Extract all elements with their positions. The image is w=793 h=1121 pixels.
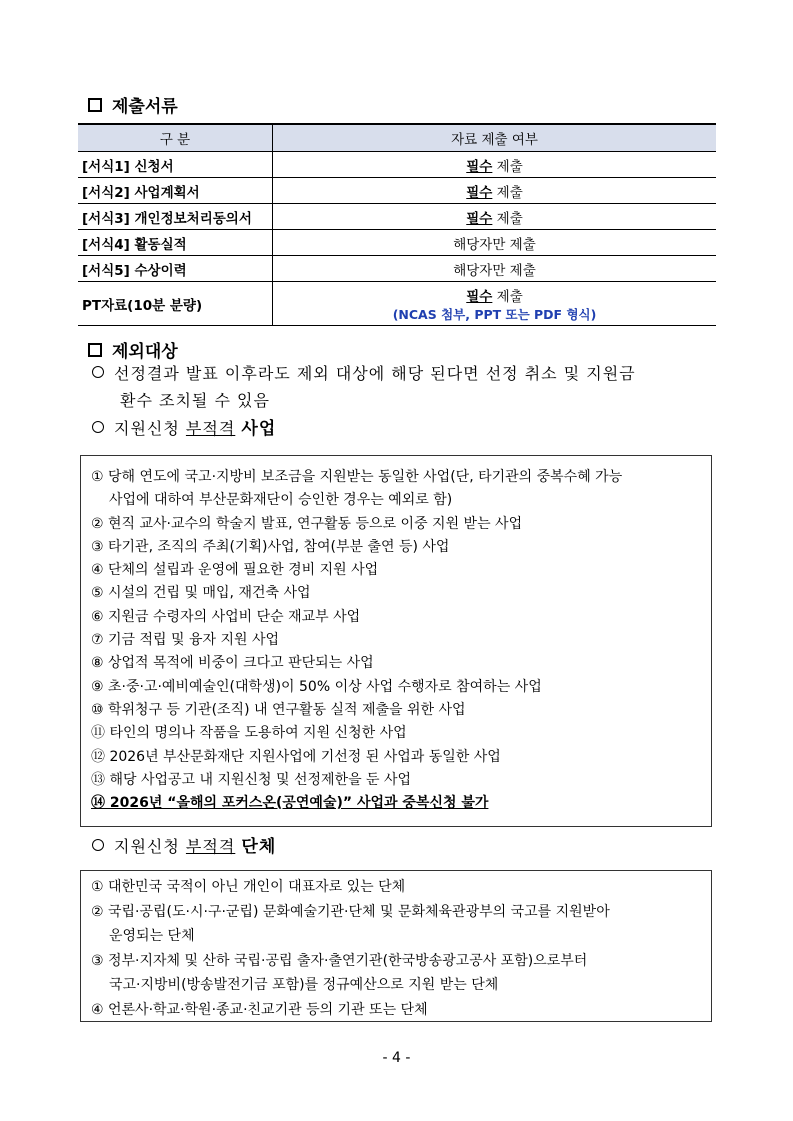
list-item: ⑦ 기금 적립 및 융자 지원 사업 [91, 632, 280, 649]
pt-format-note: (NCAS 첨부, PPT 또는 PDF 형식) [392, 306, 597, 322]
list-item: ⑨ 초·중·고·예비예술인(대학생)이 50% 이상 사업 수행자로 참여하는 사업 [91, 678, 542, 695]
list-item: ② 국립·공립(도·시·구·군립) 문화예술기관·단체 및 문화체육관광부의 국고를 지원받아 [91, 903, 610, 920]
list-item: ⑥ 지원금 수령자의 사업비 단순 재교부 사업 [91, 608, 361, 625]
table-header-status: 자료 제출 여부 [273, 124, 717, 152]
row-status [273, 204, 717, 230]
row-status [273, 152, 717, 178]
list-item: ⑭ 2026년 “올해의 포커스온(공연예술)” 사업과 중복신청 불가 [91, 795, 489, 812]
status-text: 제출 [492, 184, 523, 201]
section-title-exclusion: 제외대상 [88, 337, 178, 362]
required-mark: 필수 [466, 210, 493, 227]
list-item: ① 대한민국 국적이 아닌 개인이 대표자로 있는 단체 [91, 879, 406, 895]
row-label: [서식2] 사업계획서 [78, 178, 273, 204]
table-row [78, 256, 716, 282]
table-row [78, 204, 716, 230]
row-status [273, 178, 717, 204]
list-item: ④ 언론사·학교·학원·종교·친교기관 등의 기관 또는 단체 [91, 1001, 428, 1018]
status-text: 제출 [492, 158, 523, 175]
row-status [273, 256, 717, 282]
list-item: 운영되는 단체 [109, 928, 195, 944]
ineligible-group-box [80, 870, 712, 1022]
table-row [78, 282, 716, 326]
row-label: [서식1] 신청서 [78, 152, 273, 178]
square-bullet-icon [88, 98, 102, 112]
status-text: 해당자만 제출 [453, 236, 536, 253]
ineligible-business-box [80, 455, 712, 827]
row-label: [서식4] 활동실적 [78, 230, 273, 256]
list-item: ③ 타기관, 조직의 주최(기획)사업, 참여(부분 출연 등) 사업 [91, 538, 450, 555]
row-status [273, 282, 717, 326]
square-bullet-icon [88, 343, 102, 357]
list-item: ⑤ 시설의 건립 및 매입, 재건축 사업 [91, 585, 311, 602]
row-status [273, 230, 717, 256]
list-item: ① 당해 연도에 국고·지방비 보조금을 지원받는 동일한 사업(단, 타기관의 중복수혜 가능 [91, 469, 623, 485]
list-item: 국고·지방비(방송발전기금 포함)를 정규예산으로 지원 받는 단체 [109, 977, 499, 993]
row-label: [서식3] 개인정보처리동의서 [78, 204, 273, 230]
table-row [78, 230, 716, 256]
exclusion-notice: 선정결과 발표 이후라도 제외 대상에 해당 된다면 선정 취소 및 지원금 환수 조치될 수 있음 [92, 360, 636, 414]
table-header-category: 구 분 [78, 124, 273, 152]
business-subtitle: 지원신청 부적격 사업 [92, 415, 276, 443]
list-item: ⑩ 학위청구 등 기관(조직) 내 연구활동 실적 제출을 위한 사업 [91, 701, 466, 718]
section-title-submission: 제출서류 [88, 92, 178, 117]
required-mark: 필수 [466, 288, 493, 305]
circle-bullet-icon [92, 366, 104, 378]
list-item: 사업에 대하여 부산문화재단이 승인한 경우는 예외로 함) [109, 492, 453, 509]
status-text: 제출 [492, 288, 523, 305]
table-row [78, 152, 716, 178]
row-label: [서식5] 수상이력 [78, 256, 273, 282]
list-item: ② 현직 교사·교수의 학술지 발표, 연구활동 등으로 이중 지원 받는 사업 [91, 515, 523, 532]
circle-bullet-icon [92, 839, 104, 851]
table-row [78, 178, 716, 204]
list-item: ⑫ 2026년 부산문화재단 지원사업에 기선정 된 사업과 동일한 사업 [91, 748, 501, 765]
submission-table [78, 123, 716, 326]
required-mark: 필수 [466, 184, 493, 201]
list-item: ③ 정부·지자체 및 산하 국립·공립 출자·출연기관(한국방송광고공사 포함)으로부터 [91, 952, 588, 969]
circle-bullet-icon [92, 421, 104, 433]
row-label: PT자료(10분 분량) [78, 282, 273, 326]
page-number: - 4 - [382, 1050, 411, 1066]
status-text: 해당자만 제출 [453, 262, 536, 279]
list-item: ⑬ 해당 사업공고 내 지원신청 및 선정제한을 둔 사업 [91, 771, 412, 788]
list-item: ⑪ 타인의 명의나 작품을 도용하여 지원 신청한 사업 [91, 725, 407, 742]
list-item: ⑧ 상업적 목적에 비중이 크다고 판단되는 사업 [91, 655, 374, 672]
list-item: ④ 단체의 설립과 운영에 필요한 경비 지원 사업 [91, 562, 379, 579]
group-subtitle: 지원신청 부적격 단체 [92, 833, 276, 861]
status-text: 제출 [492, 210, 523, 227]
required-mark: 필수 [466, 158, 493, 175]
